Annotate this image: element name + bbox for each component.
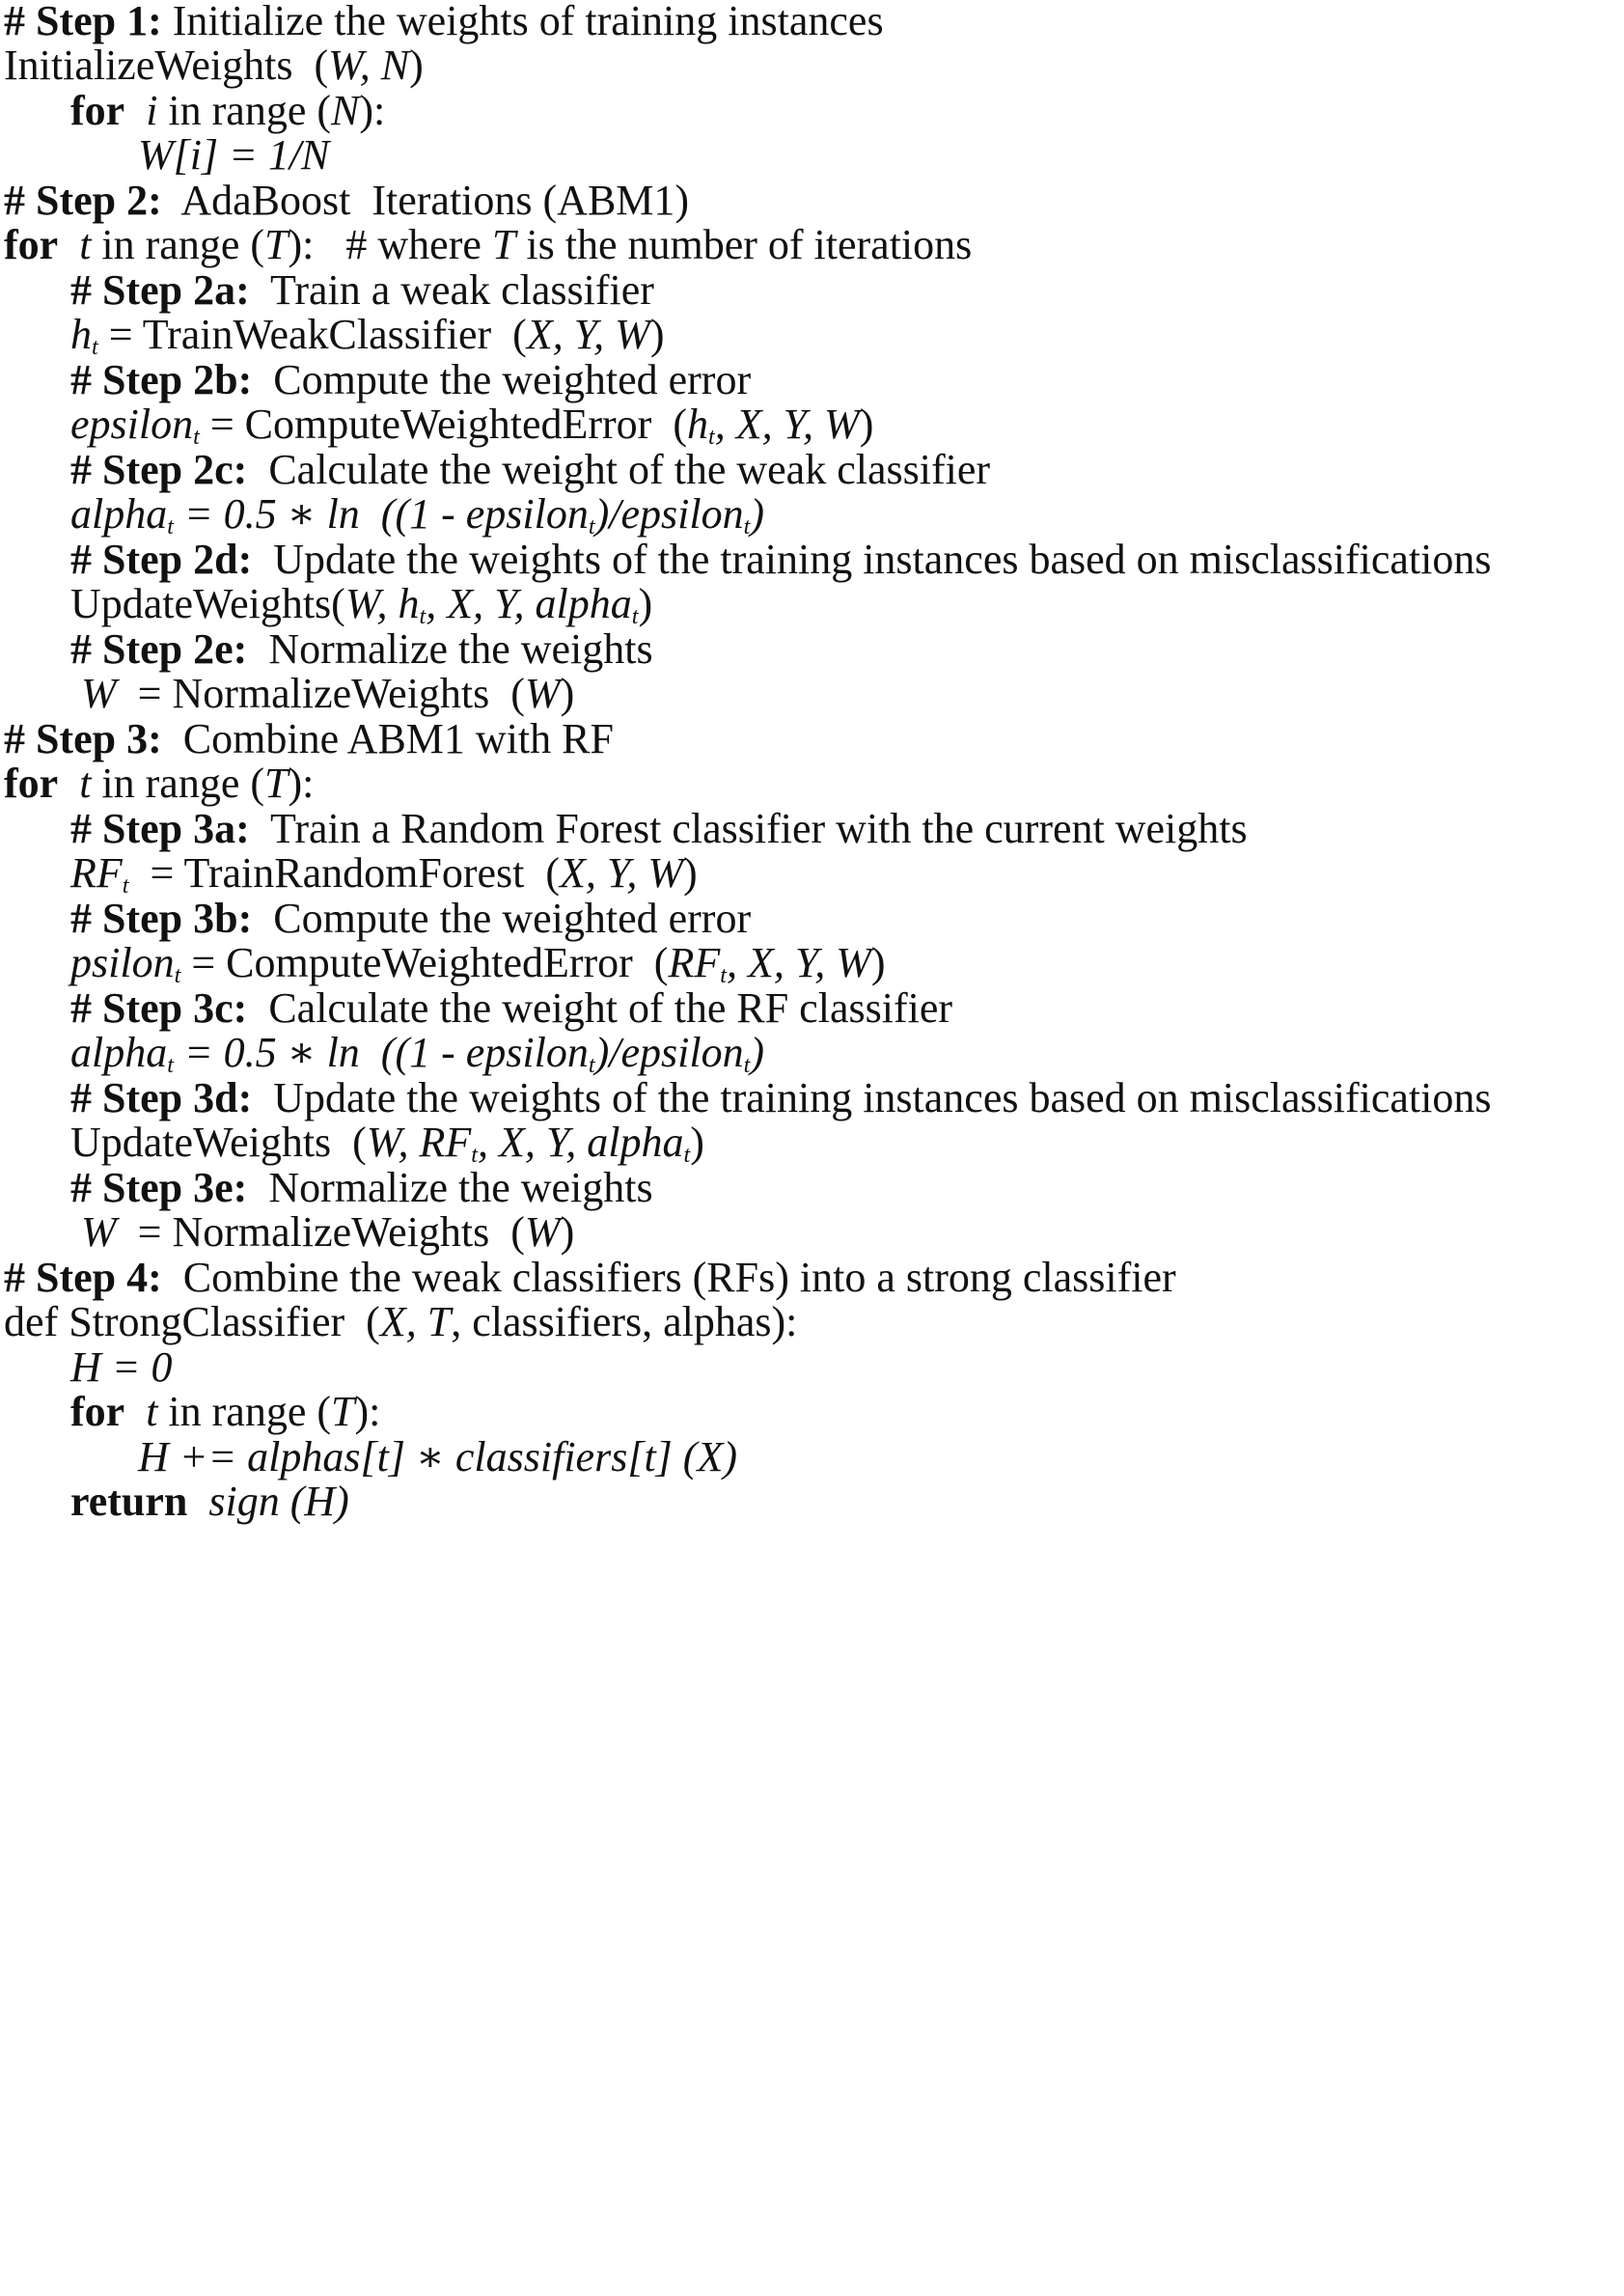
step-label: # Step 3: (4, 715, 162, 762)
step-label: # Step 3e: (70, 1164, 248, 1211)
space (58, 760, 79, 807)
step-description: Update the weights of the training instances based on misclassifications (252, 536, 1492, 583)
range-pre: in range ( (157, 87, 332, 134)
paren-open: ( (292, 41, 329, 89)
expr2: )/epsilon (594, 490, 744, 538)
step3b-heading (70, 895, 752, 942)
step2-heading (4, 177, 690, 224)
lhs-sub: t (193, 424, 200, 451)
step3d-code (70, 1119, 704, 1169)
args1: W, h (344, 580, 420, 627)
arg: W (524, 670, 561, 717)
for-keyword: for (4, 760, 59, 807)
arg: W (524, 1208, 561, 1256)
lhs: epsilon (70, 401, 194, 448)
lhs-sub: t (92, 334, 98, 361)
function-name: InitializeWeights (4, 41, 293, 89)
args-sub: t (631, 603, 639, 630)
paren-close: ) (560, 670, 575, 717)
function-args: W, N (328, 41, 410, 89)
step3b-code (70, 939, 886, 989)
step2-for-loop (4, 221, 973, 268)
accum-expr: H += alphas[t] ∗ classifiers[t] (X) (138, 1433, 737, 1480)
step1-heading (4, 0, 884, 42)
step-label: # Step 2a: (70, 266, 250, 314)
step2b-code (70, 401, 874, 451)
for-keyword: for (70, 87, 125, 134)
expr-sub: t (743, 1052, 751, 1079)
init-expr: H = 0 (70, 1343, 173, 1391)
step-label: # Step 2: (4, 177, 162, 224)
step4-heading (4, 1254, 1176, 1301)
range-post: ): (359, 87, 386, 134)
step-label: # Step 2b: (70, 356, 253, 403)
lhs: W (81, 1208, 117, 1256)
step4-def (4, 1298, 798, 1345)
range-arg: T (264, 760, 289, 807)
step3d-heading (70, 1074, 1492, 1121)
step-description: Calculate the weight of the RF classifier (247, 984, 952, 1032)
step3c-code (70, 1029, 764, 1079)
args: X, Y, W (560, 849, 683, 897)
lhs: alpha (70, 490, 168, 538)
expr-sub: t (588, 513, 595, 540)
paren-close: ) (870, 939, 886, 986)
lhs: RF (70, 849, 123, 897)
args: , X, Y, W (714, 401, 860, 448)
rhs: = ComputeWeightedError ( (199, 401, 687, 448)
loop-var: t (79, 221, 92, 268)
step3e-code (70, 1208, 575, 1256)
step4-return (70, 1480, 349, 1523)
def-args1: X, T (379, 1298, 452, 1345)
loop-var: i (146, 87, 158, 134)
paren-close: ) (409, 41, 424, 89)
step3-for-loop (4, 762, 314, 805)
step2c-code (70, 490, 764, 540)
step2c-heading (70, 446, 991, 493)
arg1: RF (668, 939, 721, 986)
expr2: )/epsilon (594, 1029, 744, 1076)
assign-expr: W[i] = 1/N (138, 131, 330, 179)
step-description: Combine ABM1 with RF (161, 715, 614, 762)
arg1: h (686, 401, 708, 448)
step-label: # Step 2c: (70, 446, 248, 493)
comment-pre: # where (314, 221, 492, 268)
space (124, 87, 146, 134)
rhs: = TrainRandomForest ( (128, 849, 561, 897)
step3-heading (4, 715, 614, 762)
step-description: Normalize the weights (247, 1164, 653, 1211)
step-description: Compute the weighted error (252, 356, 752, 403)
step-description: Calculate the weight of the weak classifier (247, 446, 991, 493)
space (124, 1388, 146, 1435)
paren-close: ) (649, 311, 665, 358)
lhs: alpha (70, 1029, 168, 1076)
step-description: Combine the weak classifiers (RFs) into a strong classifier (161, 1254, 1176, 1301)
loop-var: t (146, 1388, 158, 1435)
lhs-sub: t (122, 872, 129, 899)
step2d-heading (70, 536, 1492, 583)
lhs: psilon (70, 939, 175, 986)
args-sub: t (419, 603, 427, 630)
step-description: Compute the weighted error (252, 895, 752, 942)
close: ) (690, 1119, 704, 1166)
step1-assign (138, 131, 330, 179)
for-keyword: for (70, 1388, 125, 1435)
step-label: # Step 3c: (70, 984, 248, 1032)
loop-var: t (79, 760, 92, 807)
close: ) (638, 580, 653, 627)
rhs: = NormalizeWeights ( (116, 1208, 525, 1256)
step-description: Update the weights of the training instances based on misclassifications (252, 1074, 1492, 1121)
return-keyword: return (70, 1478, 188, 1525)
step-description: AdaBoost Iterations (ABM1) (161, 177, 690, 224)
return-expr: sign (H) (208, 1478, 349, 1525)
range-post: ): (288, 760, 315, 807)
lhs-sub: t (174, 962, 181, 989)
step-description: Initialize the weights of training instances (161, 0, 884, 44)
range-arg: T (264, 221, 289, 268)
rhs: = TrainWeakClassifier ( (97, 311, 527, 358)
comment-post: is the number of iterations (515, 221, 973, 268)
lhs-sub: t (167, 1052, 174, 1079)
step-label: # Step 3d: (70, 1074, 253, 1121)
step2a-code (70, 311, 665, 361)
for-keyword: for (4, 221, 59, 268)
expr3: ) (750, 490, 764, 538)
paren-close: ) (859, 401, 874, 448)
expr1: = 0.5 ∗ ln ((1 - epsilon (173, 490, 589, 538)
step-label: # Step 1: (4, 0, 162, 44)
args: X, Y, W (526, 311, 650, 358)
expr1: = 0.5 ∗ ln ((1 - epsilon (173, 1029, 589, 1076)
expr-sub: t (743, 513, 751, 540)
args: , X, Y, W (726, 939, 871, 986)
range-arg: N (331, 87, 360, 134)
step-description: Normalize the weights (247, 625, 653, 673)
range-pre: in range ( (157, 1388, 332, 1435)
step3e-heading (70, 1164, 653, 1211)
expr-sub: t (588, 1052, 595, 1079)
lhs-sub: t (167, 513, 174, 540)
arg1-sub: t (707, 424, 715, 451)
step2b-heading (70, 356, 752, 403)
paren-close: ) (682, 849, 698, 897)
space (70, 1208, 81, 1256)
rhs: = NormalizeWeights ( (116, 670, 525, 717)
lhs: h (70, 311, 92, 358)
step4-accumulate (138, 1433, 737, 1480)
step-label: # Step 3b: (70, 895, 253, 942)
args-sub: t (471, 1142, 478, 1169)
range-pre: in range ( (91, 221, 265, 268)
step4-for-loop (70, 1388, 381, 1435)
expr3: ) (750, 1029, 764, 1076)
call: UpdateWeights( (70, 580, 345, 627)
step-label: # Step 2e: (70, 625, 248, 673)
step3a-code (70, 849, 698, 899)
step3c-heading (70, 984, 952, 1032)
step3a-heading (70, 805, 1248, 852)
step2e-heading (70, 625, 653, 673)
step-description: Train a Random Forest classifier with the current weights (249, 805, 1248, 852)
args2: , X, Y, alpha (426, 580, 632, 627)
step2e-code (70, 670, 575, 717)
range-post: ): (354, 1388, 381, 1435)
space (187, 1478, 208, 1525)
paren-close: ) (560, 1208, 575, 1256)
step-label: # Step 4: (4, 1254, 162, 1301)
range-pre: in range ( (91, 760, 265, 807)
def-keyword: def (4, 1298, 59, 1345)
space (58, 221, 79, 268)
args1: W, RF (366, 1119, 472, 1166)
def-args2: , classifiers, alphas): (451, 1298, 798, 1345)
step4-init (70, 1343, 173, 1391)
args-sub: t (683, 1142, 691, 1169)
comment-var: T (491, 221, 516, 268)
arg1-sub: t (720, 962, 727, 989)
range-post: ): (288, 221, 315, 268)
call: UpdateWeights ( (70, 1119, 367, 1166)
space (70, 670, 81, 717)
step2d-code (70, 580, 653, 630)
lhs: W (81, 670, 117, 717)
range-arg: T (331, 1388, 355, 1435)
step1-for-loop (70, 87, 386, 134)
args2: , X, Y, alpha (477, 1119, 684, 1166)
step-label: # Step 3a: (70, 805, 250, 852)
step-description: Train a weak classifier (249, 266, 654, 314)
step-label: # Step 2d: (70, 536, 253, 583)
step1-call (4, 41, 424, 89)
def-name: StrongClassifier ( (58, 1298, 380, 1345)
rhs: = ComputeWeightedError ( (180, 939, 669, 986)
step2a-heading (70, 266, 654, 314)
